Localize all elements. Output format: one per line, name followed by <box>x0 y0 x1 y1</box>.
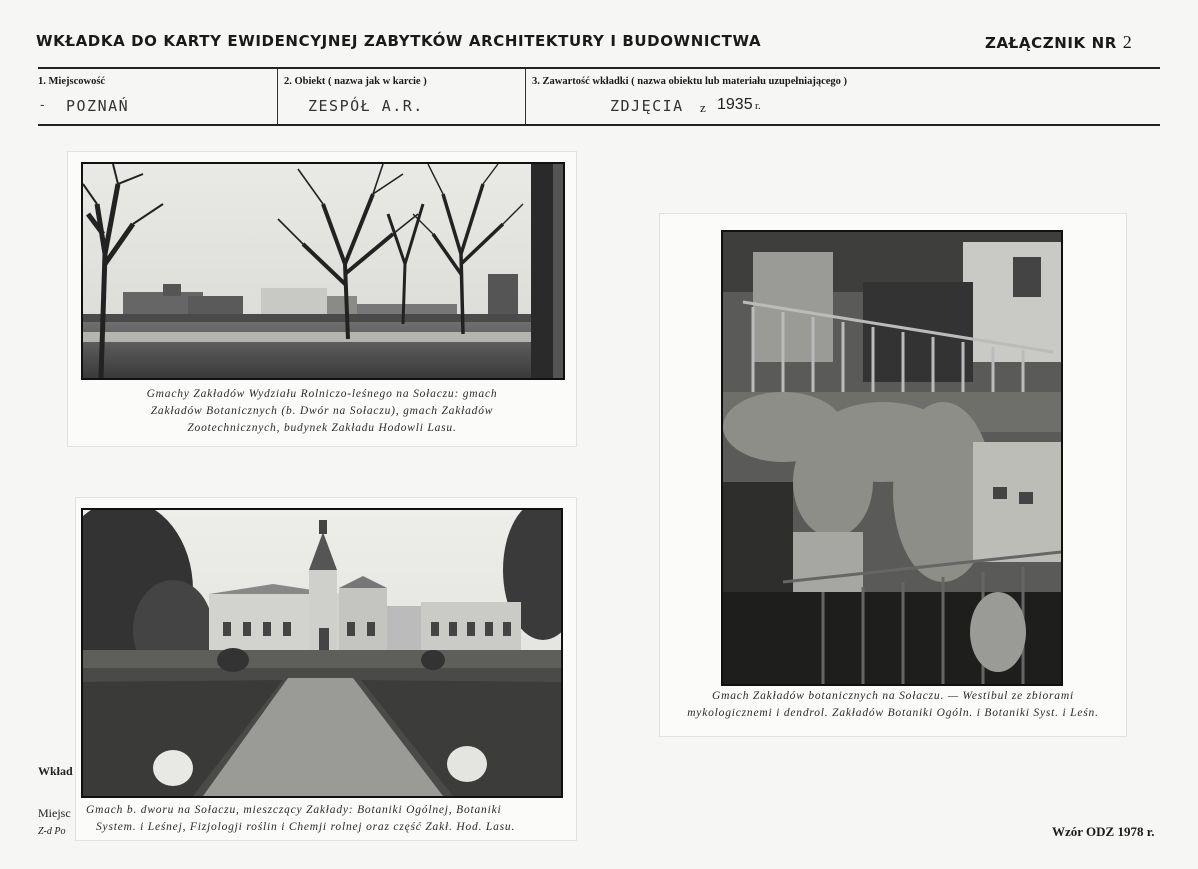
year-prefix: z <box>700 100 706 115</box>
caption-line: Gmachy Zakładów Wydziału Rolniczo-leśnego na Sołaczu: gmach <box>146 388 498 400</box>
photo-card-vestibule <box>660 214 1126 736</box>
field-divider <box>525 69 526 124</box>
year-value: 1935 <box>717 96 753 113</box>
photo-image <box>83 164 563 378</box>
underlying-text: Wkład <box>38 764 73 778</box>
photo-manor-building <box>81 508 563 798</box>
underlying-text: Z-d Po <box>38 826 66 837</box>
caption-line: Gmach b. dworu na Sołaczu, mieszczący Zakłady: Botaniki Ogólnej, Botaniki <box>86 804 502 816</box>
object-label: 2. Obiekt ( nazwa jak w karcie ) <box>284 76 427 87</box>
document-title: WKŁADKA DO KARTY EWIDENCYJNEJ ZABYTKÓW ARCHITEKTURY I BUDOWNICTWA <box>36 32 762 50</box>
contents-label: 3. Zawartość wkładki ( nazwa obiektu lub materiału uzupełniającego ) <box>532 76 848 87</box>
object-value: ZESPÓŁ A.R. <box>308 97 424 115</box>
caption-line: mykologicznemi i dendrol. Zakładów Botaniki Ogóln. i Botaniki Syst. i Leśn. <box>687 707 1099 719</box>
form-bottom-rule <box>38 124 1160 126</box>
caption-line: Zakładów Botanicznych (b. Dwór na Sołaczu), gmach Zakładów <box>150 405 494 417</box>
annex-label-text: ZAŁĄCZNIK NR <box>985 34 1117 52</box>
photo-vestibule <box>721 230 1063 686</box>
caption-line: System. i Leśnej, Fizjologji roślin i Chemji rolnej oraz część Zakł. Hod. Lasu. <box>96 821 516 833</box>
contents-value: ZDJĘCIA <box>610 97 684 115</box>
photo-image <box>83 510 561 796</box>
annex-number: 2 <box>1122 32 1133 52</box>
field-divider <box>277 69 278 124</box>
year-suffix: r. <box>755 100 761 112</box>
photo-caption <box>660 688 1126 722</box>
caption-line: Gmach Zakładów botanicznych na Sołaczu. — Westibul ze zbiorami <box>712 690 1074 702</box>
dash-mark: - <box>40 96 45 112</box>
locality-label: 1. Miejscowość <box>38 76 106 87</box>
photo-caption <box>78 386 566 437</box>
form-template-label: Wzór ODZ 1978 r. <box>1052 824 1155 839</box>
photo-card-buildings <box>68 152 576 446</box>
caption-line: Zootechnicznych, budynek Zakładu Hodowli Lasu. <box>187 422 457 434</box>
photo-caption <box>80 802 566 836</box>
form-top-rule <box>38 67 1160 69</box>
photo-card-manor <box>76 498 576 840</box>
locality-value: POZNAŃ <box>66 97 130 115</box>
photo-image <box>723 232 1061 684</box>
photo-campus-buildings <box>81 162 565 380</box>
underlying-text: Miejsc <box>38 806 71 820</box>
annex-label <box>985 32 1132 53</box>
